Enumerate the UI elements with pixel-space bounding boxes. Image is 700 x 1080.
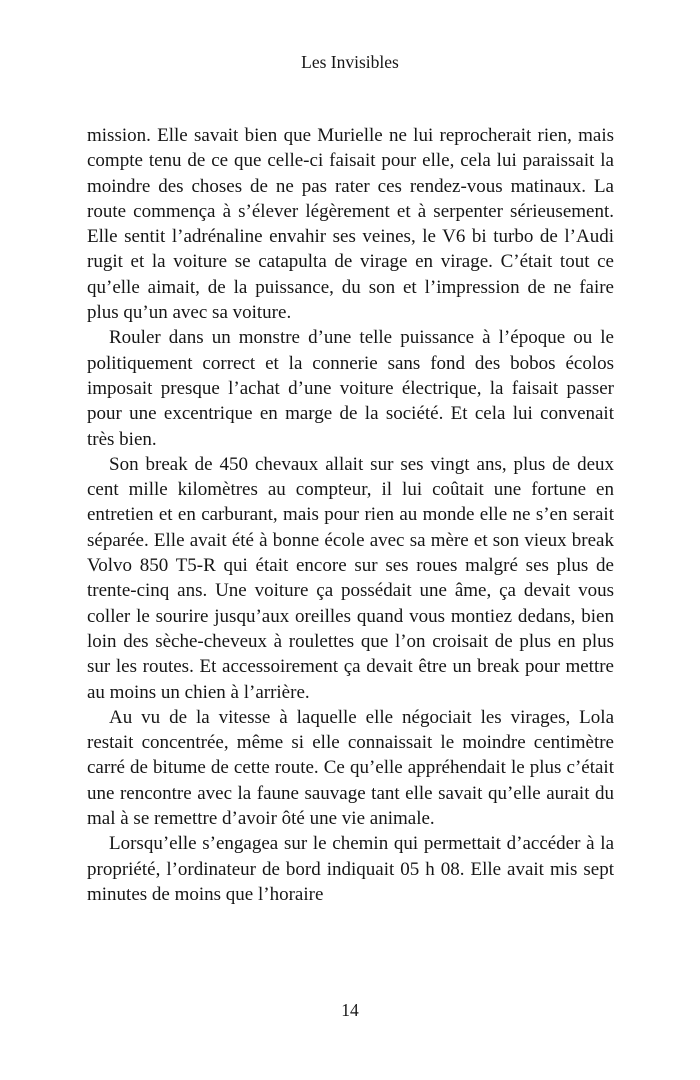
paragraph: Rouler dans un monstre d’une telle puissance à l’époque ou le politiquement correct et la connerie sans fond des bobos écolos imposait presque l’achat d’une voiture électrique, la faisait passer pour une excentrique en marge de la société. Et cela lui convenait très bien. <box>87 327 614 450</box>
paragraph: Lorsqu’elle s’engagea sur le chemin qui permettait d’accéder à la propriété, l’ordinateur de bord indiquait 05 h 08. Elle avait mis sept minutes de moins que l’horaire <box>87 833 614 905</box>
paragraph: Au vu de la vitesse à laquelle elle négociait les virages, Lola restait concentrée, même si elle connaissait le moindre centimètre carré de bitume de cette route. Ce qu’elle appréhendait le plus c’était une rencontre avec la faune sauvage tant elle savait qu’elle aurait du mal à se remettre d’avoir ôté une vie animale. <box>87 706 614 830</box>
paragraph: Son break de 450 chevaux allait sur ses vingt ans, plus de deux cent mille kilomètres au compteur, il lui coûtait une fortune en entretien et en carburant, mais pour rien au monde elle ne s’en serait séparée. Elle avait été à bonne école avec sa mère et son vieux break Volvo 850 T5-R qui était encore sur ses roues malgré ses plus de trente-cinq ans. Une voiture ça possédait une âme, ça devait vous coller le sourire jusqu’aux oreilles quand vous montiez dedans, bien loin des sèche-cheveux à roulettes que l’on croisait de plus en plus sur les routes. Et accessoirement ça devait être un break pour mettre au moins un chien à l’arrière. <box>87 453 614 703</box>
paragraph: mission. Elle savait bien que Murielle ne lui reprocherait rien, mais compte tenu de ce que celle-ci faisait pour elle, cela lui paraissait la moindre des choses de ne pas rater ces rendez-vous matinaux. La route commença à s’élever légèrement et à serpenter sérieusement. Elle sentit l’adrénaline envahir ses veines, le V6 bi turbo de l’Audi rugit et la voiture se catapulta de virage en virage. C’était tout ce qu’elle aimait, de la puissance, du son et l’impression de ne faire plus qu’un avec sa voiture. <box>87 125 614 324</box>
page-number: 14 <box>341 1000 359 1020</box>
running-header: Les Invisibles <box>301 52 399 72</box>
body-text-block <box>87 123 614 907</box>
